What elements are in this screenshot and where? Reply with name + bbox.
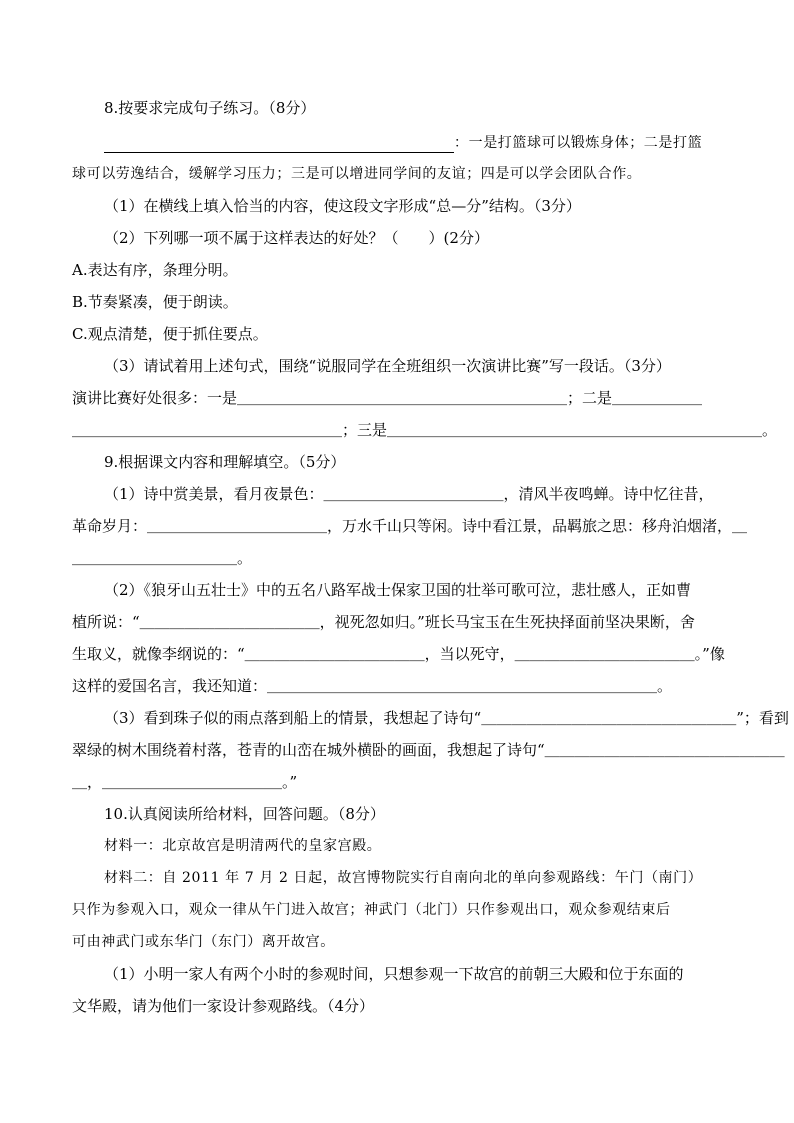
q10-material-1: 材料一：北京故宫是明清两代的皇家宫殿。 xyxy=(104,838,382,854)
q8-sub2: （2）下列哪一项不属于这样表达的好处？（ ）(2分） xyxy=(104,229,489,247)
q9-p1-line-3: ＿＿＿＿＿＿＿＿＿＿＿。 xyxy=(72,549,253,567)
q8-paragraph-line-1: ：一是打篮球可以锻炼身体；二是打篮 xyxy=(104,132,754,153)
q10-material-2-line-1: 材料二：自 2011 年 7 月 2 日起，故宫博物院实行自南向北的单向参观路线：午门（南门） xyxy=(104,870,703,886)
q8-option-a[interactable]: A.表达有序，条理分明。 xyxy=(72,261,238,279)
q9-p3-line-2: 翠绿的树木围绕着村落，苍青的山峦在城外横卧的画面，我想起了诗句“＿＿＿＿＿＿＿＿＿＿＿＿＿＿＿＿ xyxy=(72,741,785,759)
q8-sub3-answer-line-2[interactable]: ＿＿＿＿＿＿＿＿＿＿＿＿＿＿＿＿＿＿；三是＿＿＿＿＿＿＿＿＿＿＿＿＿＿＿＿＿＿＿＿＿＿＿＿＿。 xyxy=(72,421,778,439)
q9-p2-line-1: （2）《狼牙山五壮士》中的五名八路军战士保家卫国的壮举可歌可泣，悲壮感人，正如曹 xyxy=(104,581,692,599)
q9-p3-line-1: （3）看到珠子似的雨点落到船上的情景，我想起了诗句“＿＿＿＿＿＿＿＿＿＿＿＿＿＿＿＿＿”；看到 xyxy=(104,709,789,727)
q10-sub1-line-2: 文华殿，请为他们一家设计参观路线。（4分） xyxy=(72,997,375,1015)
q8-sub3: （3）请试着用上述句式，围绕“说服同学在全班组织一次演讲比赛”写一段话。（3分） xyxy=(104,357,671,375)
q9-p1-line-1: （1）诗中赏美景，看月夜景色：＿＿＿＿＿＿＿＿＿＿＿＿，清风半夜鸣蝉。诗中忆往昔， xyxy=(104,485,714,503)
q8-option-b[interactable]: B.节奏紧凑，便于朗读。 xyxy=(72,293,238,311)
q9-p1-line-2: 革命岁月：＿＿＿＿＿＿＿＿＿＿＿＿，万水千山只等闲。诗中看江景，品羁旅之思：移舟泊烟渚，＿ xyxy=(72,517,748,535)
q10-title: 10.认真阅读所给材料，回答问题。（8分） xyxy=(104,805,385,823)
q9-title: 9.根据课文内容和理解填空。（5分） xyxy=(104,453,346,471)
q8-sub1: （1）在横线上填入恰当的内容，使这段文字形成“总—分”结构。（3分） xyxy=(104,197,581,215)
q8-title: 8.按要求完成句子练习。（8分） xyxy=(104,99,316,117)
q10-material-2-line-2: 只作为参观入口，观众一律从午门进入故宫；神武门（北门）只作参观出口，观众参观结束后 xyxy=(72,902,671,918)
q8-answer-blank[interactable] xyxy=(104,134,454,153)
q9-p3-line-3: ＿，＿＿＿＿＿＿＿＿＿＿＿＿。” xyxy=(72,773,298,791)
q8-option-c[interactable]: C.观点清楚，便于抓住要点。 xyxy=(72,325,268,343)
q9-p2-line-3: 生取义，就像李纲说的：“＿＿＿＿＿＿＿＿＿＿＿＿，当以死守，＿＿＿＿＿＿＿＿＿＿＿＿。”像 xyxy=(72,645,725,663)
q8-paragraph-line-2: 球可以劳逸结合，缓解学习压力；三是可以增进同学间的友谊；四是可以学会团队合作。 xyxy=(72,166,642,182)
q8-sub3-answer-line-1[interactable]: 演讲比赛好处很多：一是＿＿＿＿＿＿＿＿＿＿＿＿＿＿＿＿＿＿＿＿＿＿；二是＿＿＿＿＿＿ xyxy=(72,389,703,407)
q9-p2-line-2: 植所说：“＿＿＿＿＿＿＿＿＿＿＿＿，视死忽如归。”班长马宝玉在生死抉择面前坚决果断，舍 xyxy=(72,613,695,631)
q10-material-2-line-3: 可由神武门或东华门（东门）离开故宫。 xyxy=(72,934,335,950)
q10-sub1-line-1: （1）小明一家人有两个小时的参观时间，只想参观一下故宫的前朝三大殿和位于东面的 xyxy=(104,965,684,983)
q9-p2-line-4: 这样的爱国名言，我还知道：＿＿＿＿＿＿＿＿＿＿＿＿＿＿＿＿＿＿＿＿＿＿＿＿＿＿。 xyxy=(72,677,673,695)
